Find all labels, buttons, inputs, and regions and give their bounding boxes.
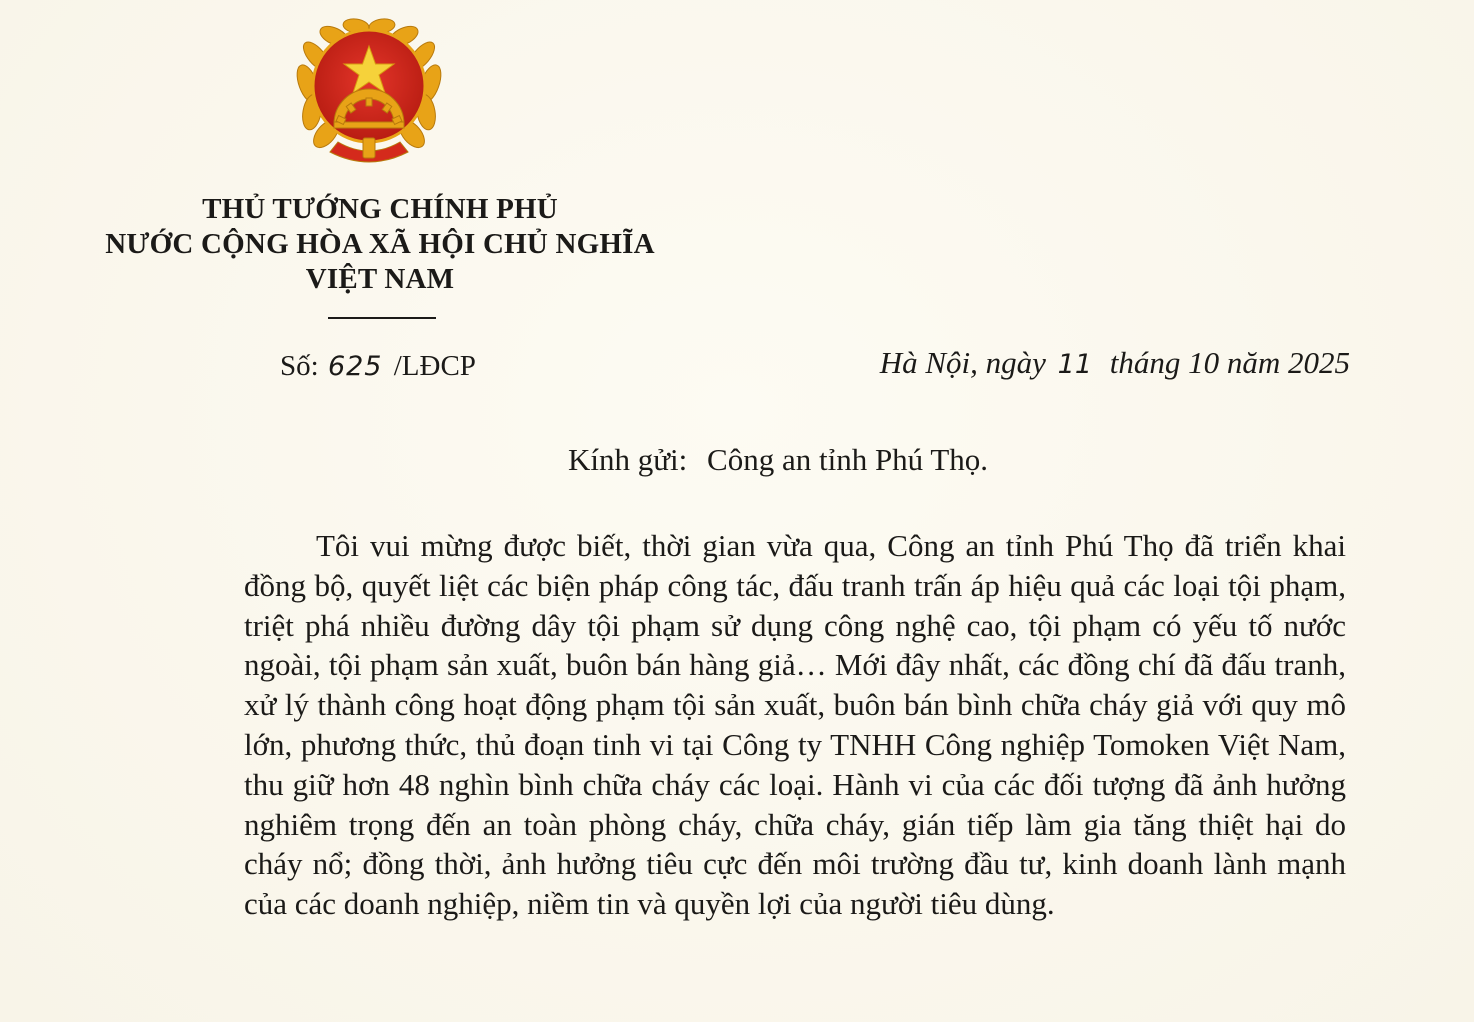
issuing-authority <box>100 192 660 297</box>
document-date <box>880 343 1350 385</box>
date-month-year: tháng 10 năm 2025 <box>1109 345 1350 380</box>
document-number-suffix: /LĐCP <box>393 350 476 382</box>
document-number <box>280 346 476 387</box>
issuing-authority-line-3: VIỆT NAM <box>305 263 455 295</box>
document-number-prefix: Số: <box>280 350 319 382</box>
recipient-name: Công an tỉnh Phú Thọ. <box>707 442 989 477</box>
body-paragraph-1: Tôi vui mừng được biết, thời gian vừa qua, Công an tỉnh Phú Thọ đã triển khai đồng bộ, quyết liệt các biện pháp công tác, đấu tranh trấn áp hiệu quả các loại tội phạm, triệt phá nhiều đường dây tội phạm sử dụng công nghệ cao, tội phạm có yếu tố nước ngoài, tội phạm sản xuất, buôn bán hàng giả… Mới đây nhất, các đồng chí đã đấu tranh, xử lý thành công hoạt động phạm tội sản xuất, buôn bán bình chữa cháy giả với quy mô lớn, phương thức, thủ đoạn tinh vi tại Công ty TNHH Công nghiệp Tomoken Việt Nam, thu giữ hơn 48 nghìn bình chữa cháy các loại. Hành vi của các đối tượng đã ảnh hưởng nghiêm trọng đến an toàn phòng cháy, chữa cháy, gián tiếp làm gia tăng thiệt hại do cháy nổ; đồng thời, ảnh hưởng tiêu cực đến môi trường đầu tư, kinh doanh lành mạnh của các doanh nghiệp, niềm tin và quyền lợi của người tiêu dùng. <box>244 528 1346 922</box>
recipient-line <box>568 440 988 480</box>
date-place: Hà Nội, ngày <box>879 345 1046 380</box>
header-divider <box>328 317 436 319</box>
date-day: 11 <box>1057 349 1092 380</box>
issuing-authority-line-1: THỦ TƯỚNG CHÍNH PHỦ <box>202 193 558 225</box>
issuing-authority-line-2: NƯỚC CỘNG HÒA XÃ HỘI CHỦ NGHĨA <box>105 228 655 260</box>
recipient-label: Kính gửi: <box>568 442 688 477</box>
document-number-value: 625 <box>327 351 383 382</box>
vietnam-national-emblem-icon <box>290 14 448 166</box>
